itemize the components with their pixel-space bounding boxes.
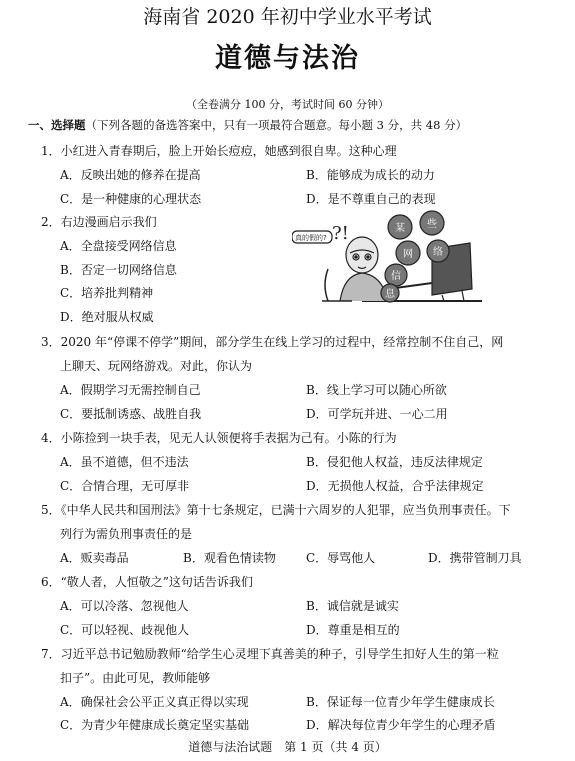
q1-option-a: A．反映出她的修养在提高 <box>60 168 201 182</box>
q3-option-d: D．可学玩并进、一心二用 <box>306 407 448 421</box>
q7-option-a: A．确保社会公平正义真正得以实现 <box>60 695 249 709</box>
q4-option-c: C．合情合理，无可厚非 <box>60 479 190 493</box>
q6-option-a: A．可以冷落、忽视他人 <box>60 599 189 613</box>
q3-stem-line2: 上聊天、玩网络游戏。对此，你认为 <box>60 359 253 373</box>
subject-title: 道德与法治 <box>215 43 360 74</box>
section-instructions: （下列各题的备选答案中，只有一项最符合题意。每小题 3 分，共 48 分） <box>85 118 468 132</box>
q2-option-b: B．否定一切网络信息 <box>60 263 177 277</box>
q6-option-c: C．可以轻视、歧视他人 <box>60 623 190 637</box>
cartoon-bubble-2: 些 <box>427 219 437 230</box>
q7-stem-line1: 7．习近平总书记勉励教师“给学生心灵埋下真善美的种子，引导学生扣好人生的第一粒 <box>41 647 499 661</box>
cartoon-speech: 真的假的? <box>295 234 327 242</box>
q1-option-d: D．是不尊重自己的表现 <box>306 192 436 206</box>
q1-stem: 1．小红进入青春期后，脸上开始长痘痘，她感到很自卑。这种心理 <box>41 144 397 158</box>
q3-option-c: C．要抵制诱惑、战胜自我 <box>60 407 202 421</box>
q7-option-c: C．为青少年健康成长奠定坚实基础 <box>60 718 250 732</box>
q4-option-d: D．无损他人权益，合乎法律规定 <box>306 479 484 493</box>
q5-option-c: C．辱骂他人 <box>306 551 376 565</box>
exam-title: 海南省 2020 年初中学业水平考试 <box>143 6 432 28</box>
q6-option-b: B．诚信就是诚实 <box>306 599 399 613</box>
cartoon-bubble-5: 信 <box>391 271 401 282</box>
q4-stem: 4．小陈捡到一块手表，见无人认领便将手表据为己有。小陈的行为 <box>41 431 397 445</box>
q7-option-b: B．保证每一位青少年学生健康成长 <box>306 695 495 709</box>
q1-option-c: C．是一种健康的心理状态 <box>60 192 202 206</box>
q4-option-a: A．虽不道德，但不违法 <box>60 455 189 469</box>
cartoon-bubble-3: 网 <box>403 249 413 260</box>
q3-option-a: A．假期学习无需控制自己 <box>60 383 201 397</box>
cartoon-illustration <box>292 209 492 309</box>
section-title: 一、选择题 <box>28 118 86 132</box>
q2-option-c: C．培养批判精神 <box>60 286 154 300</box>
page-footer: 道德与法治试题 第 1 页（共 4 页） <box>188 740 387 754</box>
q7-option-d: D．解决每位青少年学生的心理矛盾 <box>306 718 496 732</box>
q5-stem-line2: 列行为需负刑事责任的是 <box>60 527 193 541</box>
q2-option-a: A．全盘接受网络信息 <box>60 239 177 253</box>
q5-stem-line1: 5．《中华人民共和国刑法》第十七条规定，已满十六周岁的人犯罪，应当负刑事责任。下 <box>41 503 511 517</box>
q1-option-b: B．能够成为成长的动力 <box>306 168 435 182</box>
q7-stem-line2: 扣子”。由此可见，教师能够 <box>60 671 211 685</box>
q6-stem: 6．“敬人者，人恒敬之”这句话告诉我们 <box>41 575 253 589</box>
q6-option-d: D．尊重是相互的 <box>306 623 400 637</box>
section-heading <box>28 117 467 133</box>
q5-option-a: A．贩卖毒品 <box>60 551 129 565</box>
exam-info: （全卷满分 100 分，考试时间 60 分钟） <box>186 98 389 111</box>
q2-option-d: D．绝对服从权威 <box>60 310 154 324</box>
q5-option-d: D．携带管制刀具 <box>428 551 522 565</box>
cartoon-bubble-6: 息 <box>385 289 395 300</box>
q3-stem-line1: 3．2020 年“停课不停学”期间，部分学生在线上学习的过程中，经常控制不住自己，网 <box>41 335 504 349</box>
cartoon-bubble-4: 络 <box>433 247 443 258</box>
q3-option-b: B．线上学习可以随心所欲 <box>306 383 447 397</box>
q2-stem: 2．右边漫画启示我们 <box>41 215 157 229</box>
cartoon-bubble-1: 某 <box>395 223 405 234</box>
q4-option-b: B．侵犯他人权益，违反法律规定 <box>306 455 483 469</box>
q5-option-b: B．观看色情读物 <box>183 551 276 565</box>
cartoon-question-marks: ?! <box>332 223 349 244</box>
